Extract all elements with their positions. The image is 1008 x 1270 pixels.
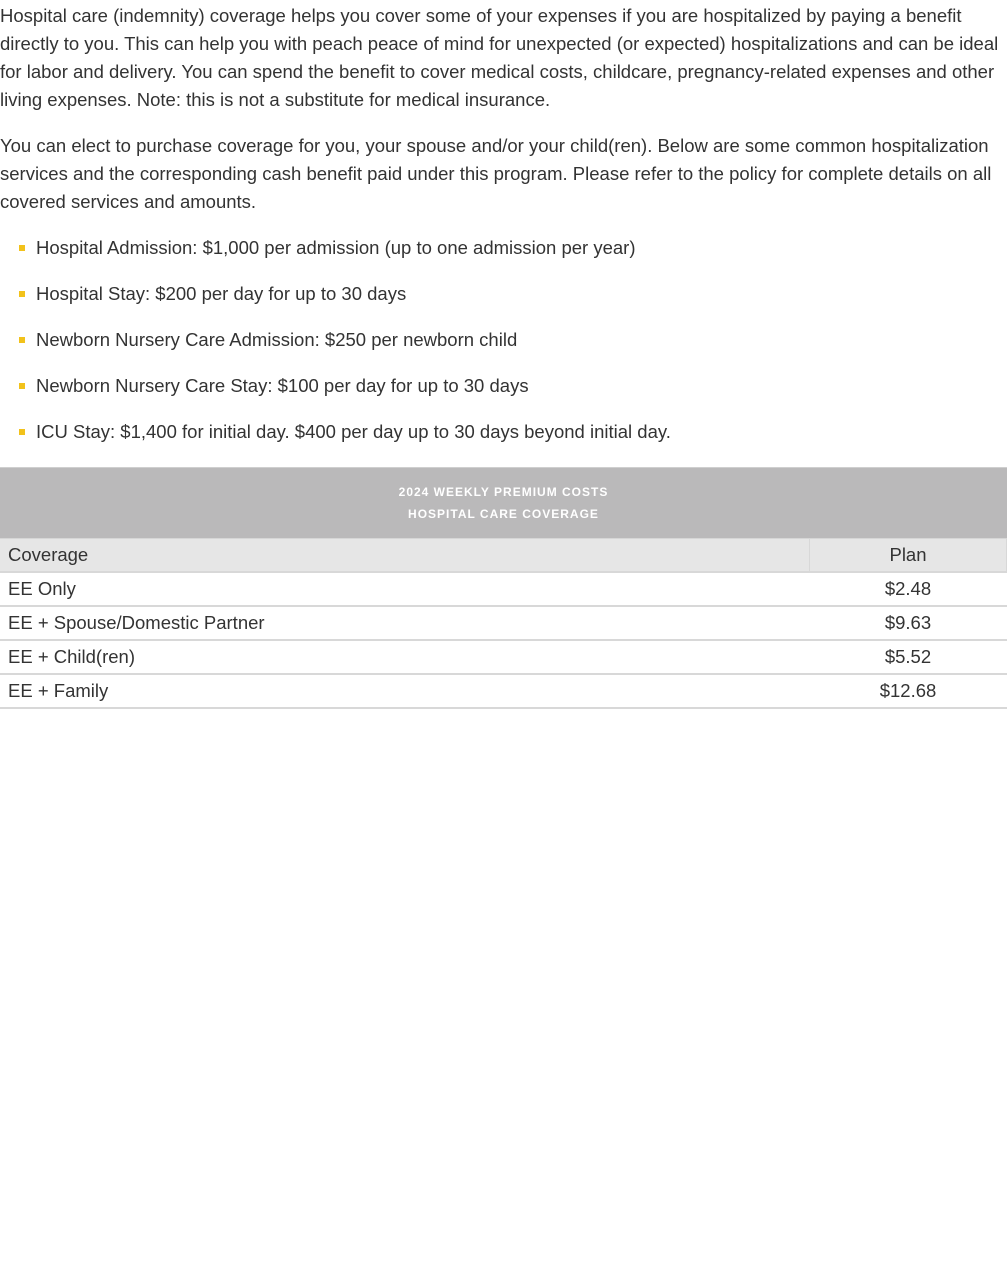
column-header-coverage: Coverage bbox=[0, 539, 810, 572]
benefit-text: Newborn Nursery Care Stay: $100 per day for up to 30 days bbox=[36, 375, 529, 396]
plan-cost-cell: $12.68 bbox=[810, 674, 1007, 708]
intro-paragraph-1: Hospital care (indemnity) coverage helps you cover some of your expenses if you are hospitalized by paying a benefit directly to you. This can help you with peach peace of mind for unexpected (or expected) hospitalizations and can be ideal for labor and delivery. You can spend the benefit to cover medical costs, childcare, pregnancy-related expenses and other living expenses. Note: this is not a substitute for medical insurance. bbox=[0, 5, 999, 110]
square-bullet-icon bbox=[19, 245, 25, 251]
square-bullet-icon bbox=[19, 429, 25, 435]
benefit-text: Hospital Admission: $1,000 per admission (up to one admission per year) bbox=[36, 237, 636, 258]
coverage-cell: EE + Child(ren) bbox=[0, 640, 810, 674]
table-title-banner bbox=[0, 467, 1007, 539]
benefit-text: Hospital Stay: $200 per day for up to 30 days bbox=[36, 283, 407, 304]
table-header-row bbox=[0, 539, 1007, 572]
benefit-text: Newborn Nursery Care Admission: $250 per newborn child bbox=[36, 329, 518, 350]
square-bullet-icon bbox=[19, 383, 25, 389]
list-item bbox=[0, 234, 1008, 262]
table-subtitle: HOSPITAL CARE COVERAGE bbox=[408, 507, 599, 521]
plan-cost-cell: $5.52 bbox=[810, 640, 1007, 674]
table-row bbox=[0, 572, 1007, 606]
square-bullet-icon bbox=[19, 337, 25, 343]
column-header-plan: Plan bbox=[810, 539, 1007, 572]
list-item bbox=[0, 372, 1008, 400]
coverage-cell: EE + Family bbox=[0, 674, 810, 708]
plan-cost-cell: $9.63 bbox=[810, 606, 1007, 640]
premium-costs-table bbox=[0, 467, 1007, 709]
table-row bbox=[0, 606, 1007, 640]
coverage-cell: EE + Spouse/Domestic Partner bbox=[0, 606, 810, 640]
list-item bbox=[0, 418, 1008, 446]
table-row bbox=[0, 640, 1007, 674]
list-item bbox=[0, 326, 1008, 354]
square-bullet-icon bbox=[19, 291, 25, 297]
hospital-care-content bbox=[0, 2, 1008, 709]
table-row bbox=[0, 674, 1007, 708]
benefit-text: ICU Stay: $1,400 for initial day. $400 per day up to 30 days beyond initial day. bbox=[36, 421, 671, 442]
coverage-cell: EE Only bbox=[0, 572, 810, 606]
plan-cost-cell: $2.48 bbox=[810, 572, 1007, 606]
costs-table bbox=[0, 539, 1007, 709]
table-title: 2024 WEEKLY PREMIUM COSTS bbox=[398, 485, 609, 499]
list-item bbox=[0, 280, 1008, 308]
benefits-list bbox=[0, 234, 1008, 446]
intro-paragraph-2: You can elect to purchase coverage for you, your spouse and/or your child(ren). Below are some common hospitalization services and the corresponding cash benefit paid under this program. Please refer to the policy for complete details on all covered services and amounts. bbox=[0, 135, 992, 212]
